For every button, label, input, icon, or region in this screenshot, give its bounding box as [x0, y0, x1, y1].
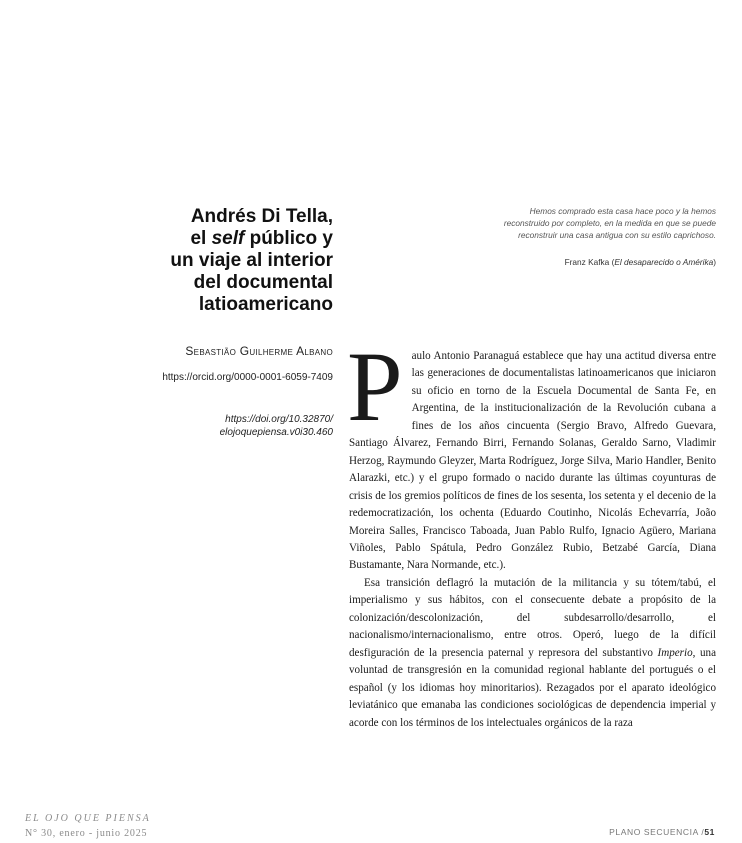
journal-name: EL OJO QUE PIENSA — [25, 813, 151, 824]
title-line-5: latioamericano — [198, 294, 333, 315]
page-number: 51 — [704, 827, 715, 837]
title-line-1: Andrés Di Tella, — [190, 206, 333, 227]
title-line-3: un viaje al interior — [170, 250, 333, 271]
epigraph-source: Franz Kafka (El desaparecido o Amérika) — [564, 257, 716, 267]
title-line-4: del documental — [193, 272, 333, 293]
paragraph-2: Esa transición deflagró la mutación de la militancia y su tótem/tabú, el imperialismo y sus hábitos, con el consecuente debate a propósito de la colonización/descolonización, del subdesarrollo/desarrollo, el nacionalismo/internacionalismo, entre otros. Operó, luego de la difícil desfiguración de la presencia paternal y represora del substantivo Imperio, una voluntad de transgresión en la comunidad regional hablante del portugués o el español (y los idiomas hoy minoritarios). Rezagados por el aparato ideológico leviatánico que emanaba las condiciones sociológicas de dependencia imperial y acorde con los términos de los intelectuales orgánicos de la raza — [349, 576, 716, 729]
paragraph-1: Paulo Antonio Paranaguá establece que hay una actitud diversa entre las generaciones de documentalistas latinoamericanos que iniciaron su oficio en torno de la Escuela Documental de Santa Fe, en Argentina, de la institucionalización de la Revolución cubana a fines de los años cincuenta (Sergio Bravo, Alfredo Guevara, Santiago Álvarez, Fernando Birri, Fernando Solanas, Geraldo Sarno, Vladimir Herzog, Raymundo Gleyzer, Marta Rodríguez, Jorge Silva, Mario Handler, Benito Alarazki, etc.) y el grupo formado o nacido durante las últimas coyunturas de crisis de los gremios políticos de fines de los sesenta, los setenta y el decenio de la redemocratización, los ochenta (Eduardo Coutinho, Nicolás Echevarría, João Moreira Salles, Francisco Taboada, Juan Pablo Rulfo, Ignacio Agüero, Mariana Viñoles, Pablo Spátula, Pedro González Rubio, Betzabé García, Diana Bustamante, Nara Normande, etc.). — [347, 331, 716, 572]
title-line-2: el self público y — [190, 228, 333, 249]
orcid-link[interactable]: https://orcid.org/0000-0001-6059-7409 — [162, 372, 333, 383]
article-body — [347, 331, 716, 732]
section-name: PLANO SECUENCIA / — [609, 827, 705, 837]
epigraph — [440, 205, 716, 241]
epigraph-line: Hemos comprado esta casa hace poco y la hemos — [529, 206, 716, 216]
doi-link[interactable]: https://doi.org/10.32870/ elojoquepiensa.v0i30.460 — [219, 414, 333, 438]
issue-info: N° 30, enero - junio 2025 — [25, 828, 148, 839]
section-page — [609, 827, 715, 837]
author-name: Sebastião Guilherme Albano — [185, 344, 333, 358]
epigraph-work-title: El desaparecido o Amérika — [614, 257, 714, 267]
epigraph-line: reconstruir una casa antigua con su estilo caprichoso. — [518, 230, 716, 240]
title-self-word: self — [211, 228, 245, 249]
epigraph-line: reconstruido por completo, en la medida en que se puede — [503, 218, 716, 228]
article-title — [123, 206, 333, 316]
emphasis-imperio: Imperio — [657, 646, 693, 659]
drop-cap: P — [347, 331, 403, 442]
